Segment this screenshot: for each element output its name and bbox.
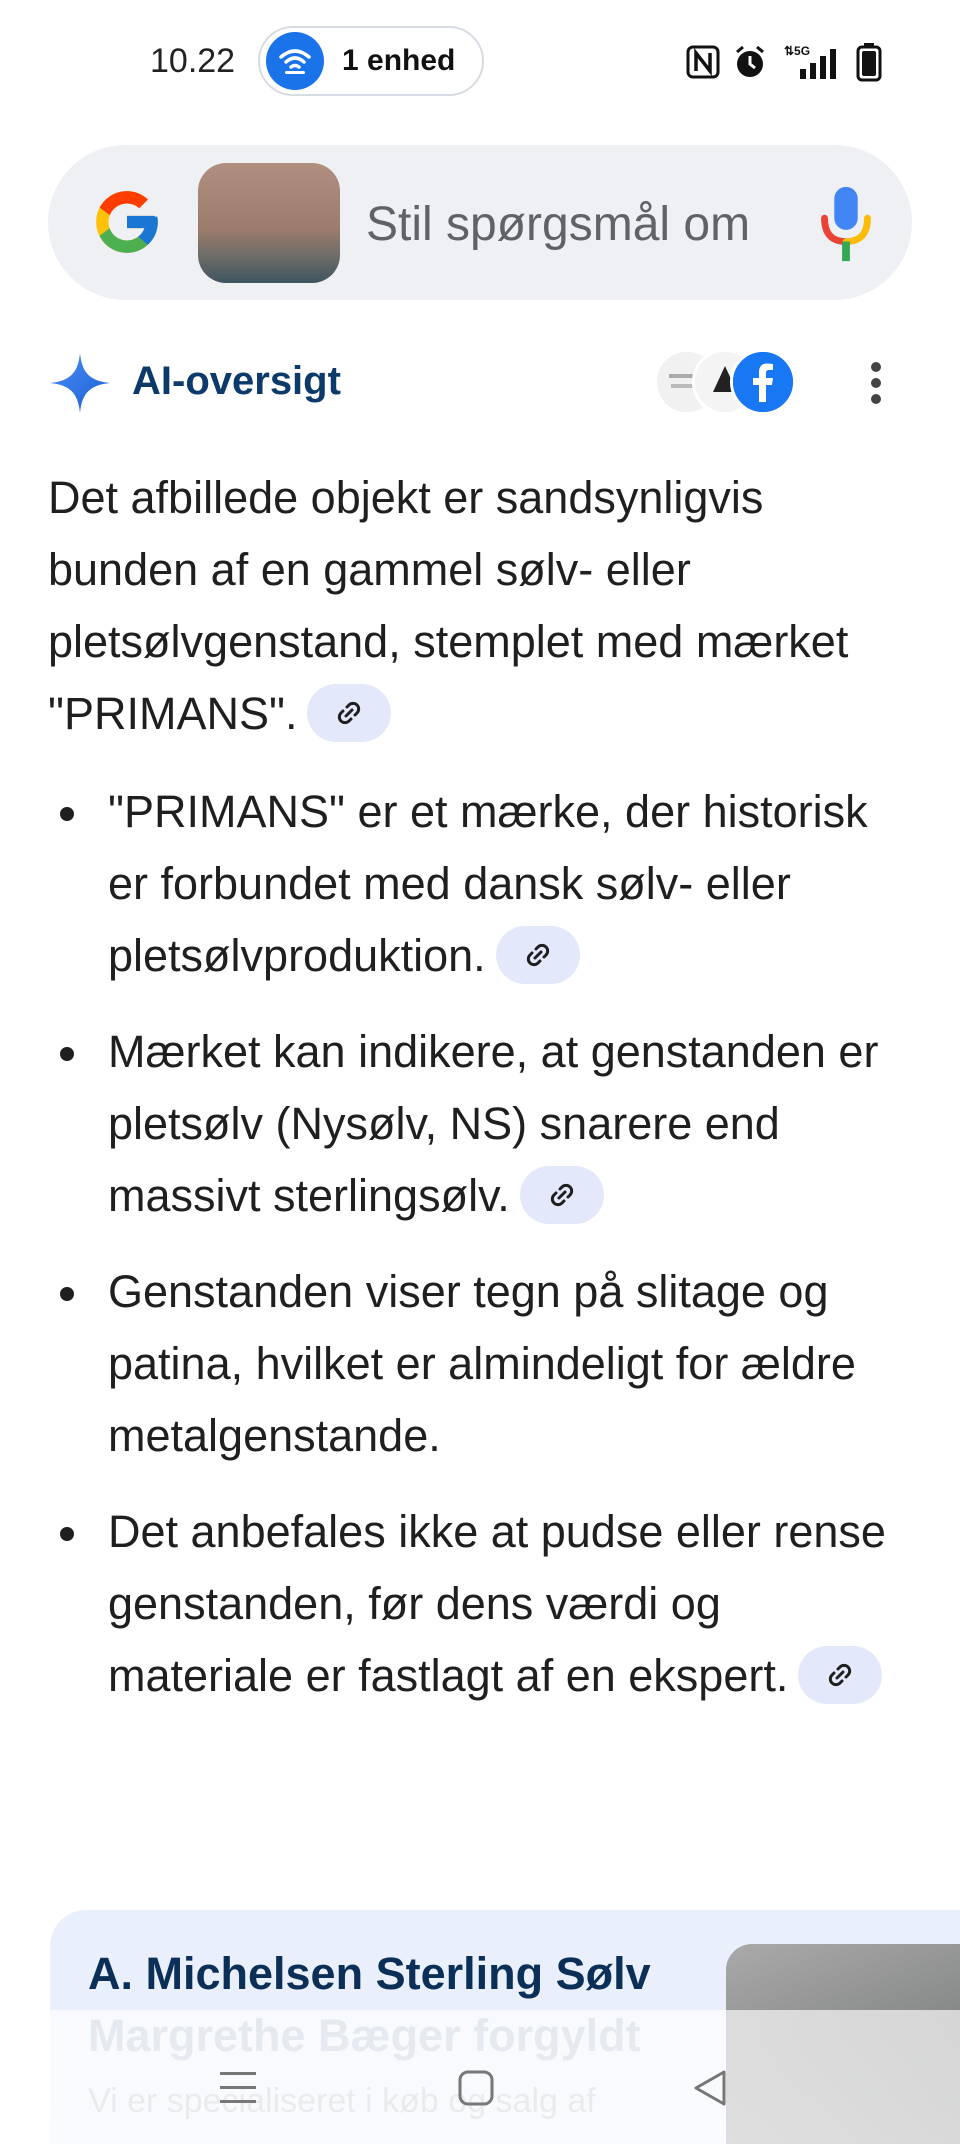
facebook-icon[interactable]	[730, 349, 796, 415]
search-input[interactable]: Stil spørgsmål om	[366, 198, 751, 251]
status-icons	[686, 42, 882, 82]
bullet-text: Det anbefales ikke at pudse eller rense genstanden, før dens værdi og materiale er fastlagt af en ekspert.	[108, 1506, 886, 1701]
source-link-button[interactable]	[307, 684, 391, 742]
link-icon	[334, 698, 364, 728]
ai-overview-bullets	[48, 776, 908, 1712]
bullet-text: "PRIMANS" er et mærke, der historisk er forbundet med dansk sølv- eller pletsølvproduktion.	[108, 786, 868, 981]
source-link-button[interactable]	[520, 1166, 604, 1224]
ai-overview-title: AI-oversigt	[132, 359, 341, 403]
ai-overview-content	[48, 462, 908, 1736]
list-item	[48, 1016, 908, 1232]
list-item	[48, 1496, 908, 1712]
hotspot-icon	[266, 32, 324, 90]
status-bar	[0, 0, 960, 120]
microphone-icon[interactable]	[818, 183, 874, 265]
list-item	[48, 776, 908, 992]
hotspot-label: 1 enhed	[342, 44, 456, 77]
ai-overview-header	[48, 345, 918, 425]
source-link-button[interactable]	[496, 926, 580, 984]
gemini-sparkle-icon	[48, 351, 112, 415]
source-link-button[interactable]	[798, 1646, 882, 1704]
list-item	[48, 1256, 908, 1472]
link-icon	[547, 1180, 577, 1210]
5g-signal-icon	[780, 43, 844, 81]
link-icon	[825, 1660, 855, 1690]
svg-text:⇅5G: ⇅5G	[784, 44, 811, 58]
search-bar[interactable]	[48, 145, 912, 300]
query-image-thumbnail[interactable]	[198, 163, 340, 283]
status-time: 10.22	[150, 42, 236, 80]
intro-text: Det afbillede objekt er sandsynligvis bunden af en gammel sølv- eller pletsølvgenstand, stemplet med mærket "PRIMANS".	[48, 472, 849, 739]
battery-icon	[856, 42, 882, 82]
recent-apps-icon	[216, 2068, 260, 2108]
alarm-icon	[732, 44, 768, 80]
bullet-text: Genstanden viser tegn på slitage og patina, hvilket er almindeligt for ældre metalgenstande.	[108, 1266, 856, 1461]
link-icon	[523, 940, 553, 970]
home-button[interactable]	[446, 2058, 506, 2118]
back-icon	[690, 2068, 730, 2108]
bullet-text: Mærket kan indikere, at genstanden er pletsølv (Nysølv, NS) snarere end massivt sterlingsølv.	[108, 1026, 879, 1221]
hotspot-indicator[interactable]	[258, 26, 484, 96]
nfc-icon	[686, 45, 720, 79]
ai-overview-intro	[48, 462, 908, 750]
result-card-title[interactable]: A. Michelsen Sterling Sølv	[88, 1948, 651, 1999]
recent-apps-button[interactable]	[208, 2058, 268, 2118]
more-options-icon[interactable]	[870, 359, 882, 407]
google-logo-icon	[90, 185, 164, 259]
navigation-bar	[0, 2040, 960, 2120]
back-button[interactable]	[680, 2058, 740, 2118]
source-icons[interactable]	[654, 349, 804, 419]
home-icon	[456, 2068, 496, 2108]
